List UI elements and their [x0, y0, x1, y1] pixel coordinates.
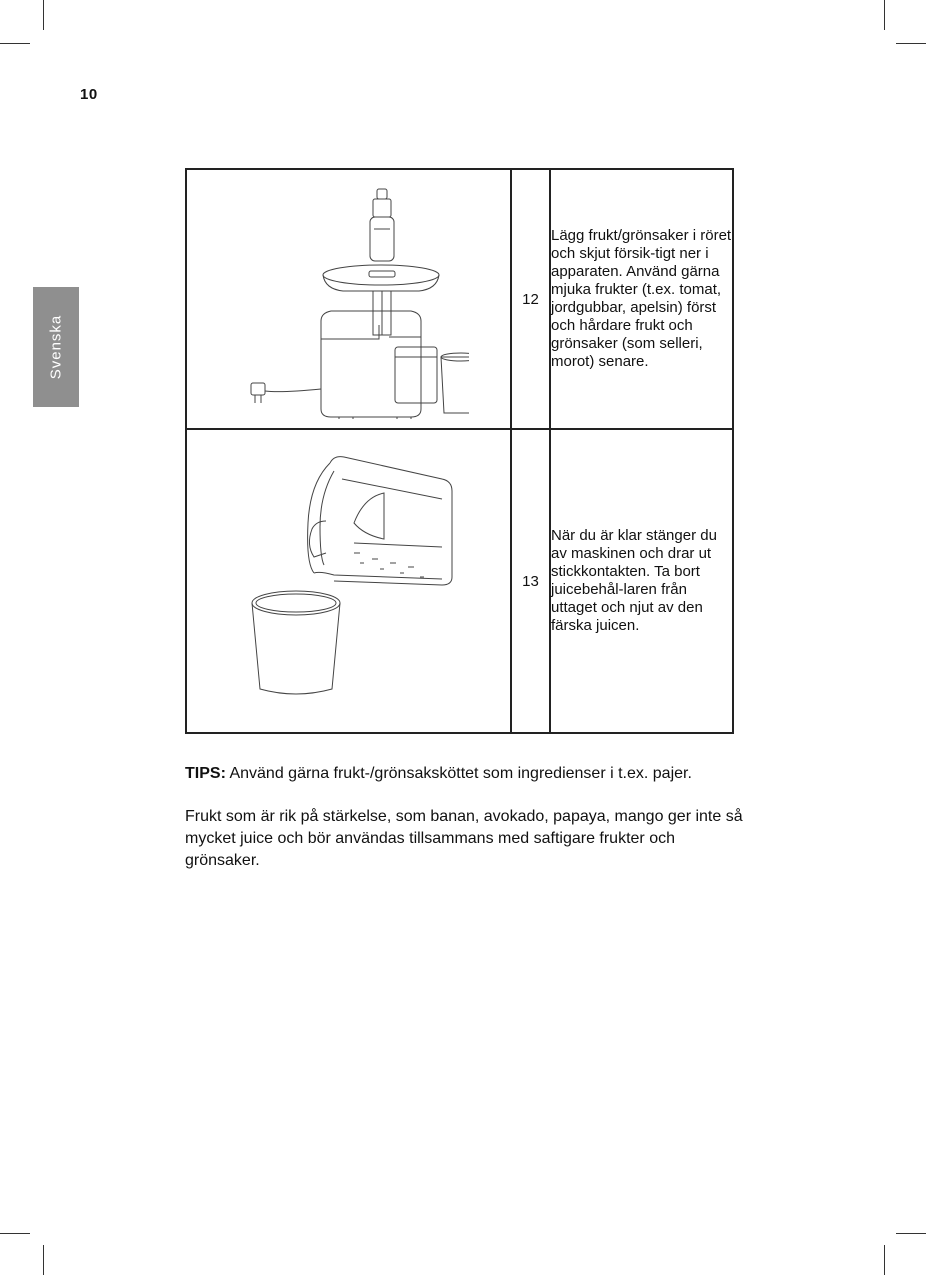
crop-mark	[43, 0, 44, 30]
crop-mark	[896, 43, 926, 44]
step-13-text: När du är klar stänger du av maskinen och drar ut stickkontakten. Ta bort juicebehål-laren från uttaget och njut av den färska juicen.	[551, 527, 717, 634]
step-12-illustration	[186, 169, 511, 429]
table-row	[186, 429, 733, 733]
step-text	[550, 429, 733, 733]
crop-mark	[896, 1233, 926, 1234]
language-tab	[33, 287, 79, 407]
step-number: 13	[511, 429, 550, 733]
language-tab-label: Svenska	[47, 314, 65, 380]
starch-note-paragraph: Frukt som är rik på stärkelse, som banan, avokado, papaya, mango ger inte så mycket juice och bör användas tillsammans med saftigare frukter och grönsaker.	[185, 808, 743, 869]
instruction-table	[185, 168, 734, 734]
tips-label: TIPS:	[185, 765, 226, 782]
page-number: 10	[80, 86, 98, 103]
crop-mark	[0, 43, 30, 44]
step-text	[550, 169, 733, 429]
crop-mark	[43, 1245, 44, 1275]
crop-mark	[884, 1245, 885, 1275]
table-row	[186, 169, 733, 429]
juice-container-cup-icon	[234, 451, 464, 711]
crop-mark	[0, 1233, 30, 1234]
tips-text: Använd gärna frukt-/grönsaksköttet som ingredienser i t.ex. pajer.	[225, 765, 692, 782]
tips-paragraph	[185, 763, 785, 785]
step-13-illustration	[186, 429, 511, 733]
crop-mark	[884, 0, 885, 30]
juicer-assembly-icon	[229, 179, 469, 419]
step-number: 12	[511, 169, 550, 429]
step-12-text: Lägg frukt/grönsaker i röret och skjut försik-tigt ner i apparaten. Använd gärna mjuka frukter (t.ex. tomat, jordgubbar, apelsin) först och hårdare frukt och grönsaker (som selleri, morot) senare.	[551, 227, 732, 370]
